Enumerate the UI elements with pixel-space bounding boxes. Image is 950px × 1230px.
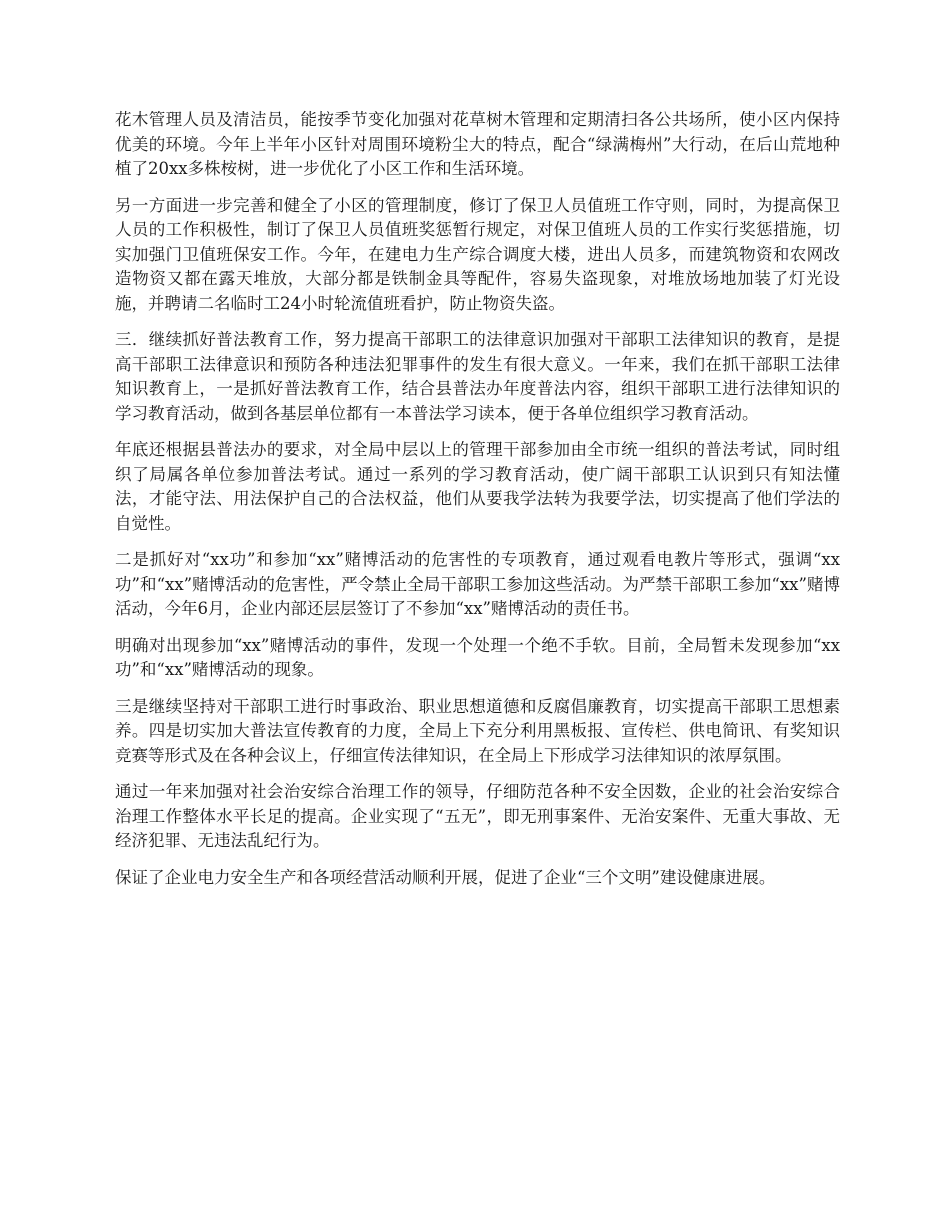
paragraph-7: 三是继续坚持对干部职工进行时事政治、职业思想道德和反腐倡廉教育，切实提高干部职工思想素养。四是切实加大普法宣传教育的力度，全局上下充分利用黑板报、宣传栏、供电简讯、有奖知识竞赛等形式及在各种会议上，仔细宣传法律知识，在全局上下形成学习法律知识的浓厚氛围。 [115, 696, 840, 765]
paragraph-9: 保证了企业电力安全生产和各项经营活动顺利开展，促进了企业“三个文明”建设健康进展。 [115, 867, 776, 887]
paragraph-1: 花木管理人员及清洁员，能按季节变化加强对花草树木管理和定期清扫各公共场所，使小区内保持优美的环境。今年上半年小区针对周围环境粉尘大的特点，配合“绿满梅州”大行动，在后山荒地种植了20xx多株桉树，进一步优化了小区工作和生活环境。 [115, 110, 840, 178]
paragraph-6: 明确对出现参加“xx”赌博活动的事件，发现一个处理一个绝不手软。目前，全局暂未发现参加“xx功”和“xx”赌博活动的现象。 [115, 635, 840, 679]
document-body [115, 108, 840, 902]
paragraph-8: 通过一年来加强对社会治安综合治理工作的领导，仔细防范各种不安全因数，企业的社会治安综合治理工作整体水平长足的提高。企业实现了“五无”，即无刑事案件、无治安案件、无重大事故、无经济犯罪、无违法乱纪行为。 [115, 782, 840, 850]
paragraph-5: 二是抓好对“xx功”和参加“xx”赌博活动的危害性的专项教育，通过观看电教片等形式，强调“xx功”和“xx”赌博活动的危害性，严令禁止全局干部职工参加这些活动。为严禁干部职工参加“xx”赌博活动，今年6月，企业内部还层层签订了不参加“xx”赌博活动的责任书。 [115, 550, 840, 618]
paragraph-3: 三．继续抓好普法教育工作，努力提高干部职工的法律意识加强对干部职工法律知识的教育，是提高干部职工法律意识和预防各种违法犯罪事件的发生有很大意义。一年来，我们在抓干部职工法律知识教育上，一是抓好普法教育工作，结合县普法办年度普法内容，组织干部职工进行法律知识的学习教育活动，做到各基层单位都有一本普法学习读本，便于各单位组织学习教育活动。 [115, 330, 840, 423]
paragraph-2: 另一方面进一步完善和健全了小区的管理制度，修订了保卫人员值班工作守则，同时，为提高保卫人员的工作积极性，制订了保卫人员值班奖惩暂行规定，对保卫值班人员的工作实行奖惩措施，切实加强门卫值班保安工作。今年，在建电力生产综合调度大楼，进出人员多，而建筑物资和农网改造物资又都在露天堆放，大部分都是铁制金具等配件，容易失盗现象，对堆放场地加装了灯光设施，并聘请二名临时工24小时轮流值班看护，防止物资失盗。 [115, 195, 840, 313]
paragraph-4: 年底还根据县普法办的要求，对全局中层以上的管理干部参加由全市统一组织的普法考试，同时组织了局属各单位参加普法考试。通过一系列的学习教育活动，使广阔干部职工认识到只有知法懂法，才能守法、用法保护自己的合法权益，他们从要我学法转为我要学法，切实提高了他们学法的自觉性。 [115, 440, 840, 533]
